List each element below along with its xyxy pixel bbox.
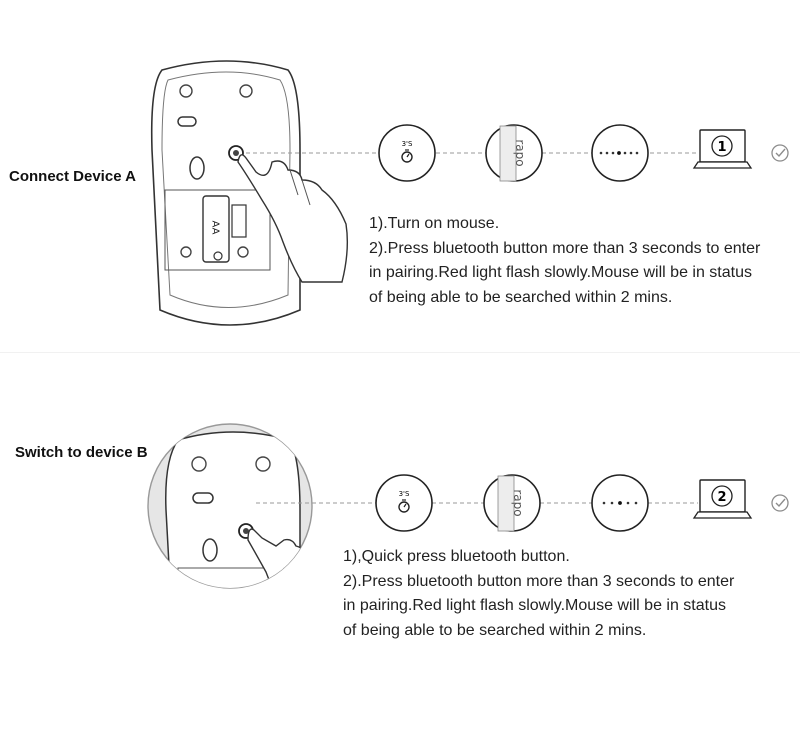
section-switch-device-b xyxy=(0,360,800,735)
step-line: 2).Press bluetooth button more than 3 seconds to enter xyxy=(343,572,735,590)
device-number: 1 xyxy=(717,140,727,155)
section-title: Switch to device B xyxy=(15,444,148,461)
instructions-b xyxy=(343,545,734,643)
device-number: 2 xyxy=(717,490,727,505)
section-connect-device-a xyxy=(0,0,800,360)
battery-label: AA xyxy=(209,220,221,235)
foot-pad xyxy=(180,85,192,97)
timer-label: 3'S xyxy=(398,490,410,498)
timer-circle xyxy=(376,475,432,531)
finger-hand xyxy=(238,155,347,282)
step-line: 1),Quick press bluetooth button. xyxy=(343,548,570,565)
bluetooth-button-dot xyxy=(233,150,239,156)
step-line: in pairing.Red light flash slowly.Mouse will be in status xyxy=(343,597,726,614)
mouse-body xyxy=(166,432,300,620)
foot-pad xyxy=(181,247,191,257)
step-line: in pairing.Red light flash slowly.Mouse will be in status xyxy=(369,264,752,281)
section-title: Connect Device A xyxy=(9,168,136,185)
sensor xyxy=(190,157,204,179)
timer-circle xyxy=(379,125,435,181)
step-line: of being able to be searched within 2 mins. xyxy=(343,621,647,639)
step-line: of being able to be searched within 2 mins. xyxy=(369,288,673,306)
step-line: 1).Turn on mouse. xyxy=(369,215,500,232)
brand-text: rapo xyxy=(511,489,525,517)
brand-text: rapo xyxy=(513,139,527,167)
check-icon xyxy=(772,495,788,511)
receiver-slot xyxy=(232,205,246,237)
foot-pad xyxy=(238,247,248,257)
step-line: 2).Press bluetooth button more than 3 seconds to enter xyxy=(369,239,761,257)
power-switch xyxy=(178,117,196,126)
foot-pad xyxy=(240,85,252,97)
check-icon xyxy=(772,145,788,161)
instructions-a xyxy=(369,212,760,310)
timer-label: 3'S xyxy=(401,140,413,148)
